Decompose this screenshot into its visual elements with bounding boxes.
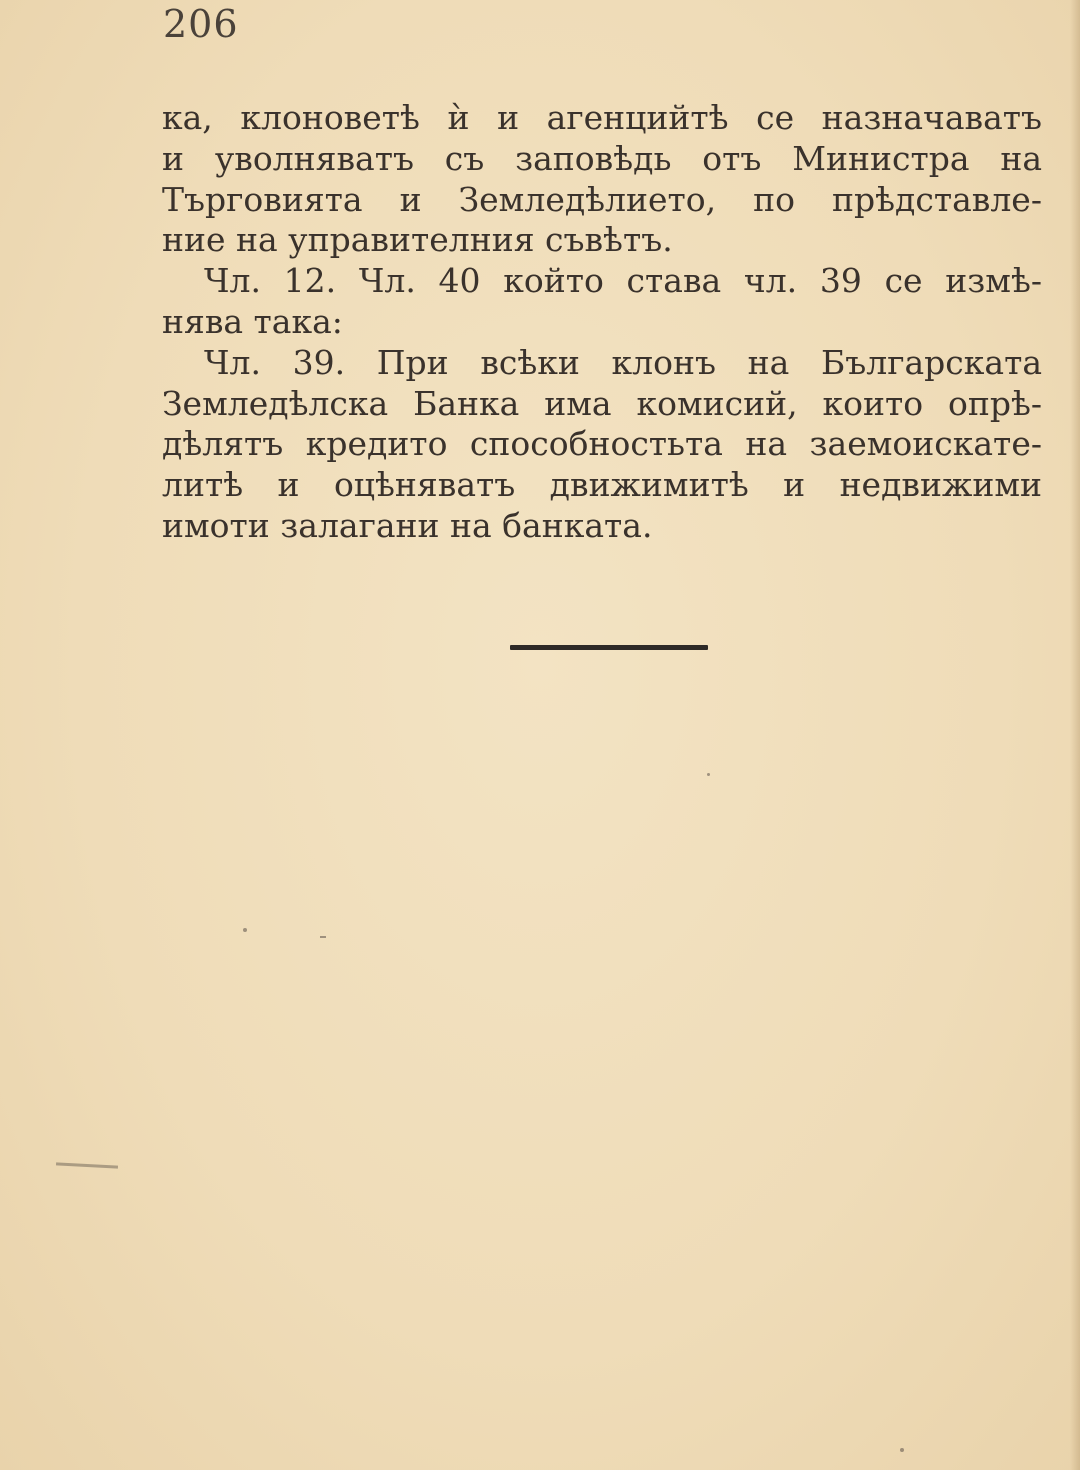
paper-speck xyxy=(320,936,326,938)
text-line: ка, клоноветѣ ѝ и агенцийтѣ се назначаватъ xyxy=(162,98,1042,137)
body-text xyxy=(162,98,1042,547)
page-number: 206 xyxy=(163,2,239,46)
page-edge-shadow xyxy=(1070,0,1080,1470)
text-line: Чл. 12. Чл. 40 който става чл. 39 се измѣ- xyxy=(204,261,1042,301)
text-line: Търговията и Земледѣлието, по прѣдставле- xyxy=(162,179,1042,219)
paper-speck xyxy=(900,1448,904,1452)
text-line: литѣ и оцѣняватъ движимитѣ и недвижими xyxy=(162,465,1042,505)
text-line: имоти залагани на банката. xyxy=(162,505,653,545)
text-line: и уволняватъ съ заповѣдь отъ Министра на xyxy=(162,138,1042,178)
text-line: Земледѣлска Банка има комисий, които опрѣ- xyxy=(162,383,1042,423)
text-line: ние на управителния съвѣтъ. xyxy=(162,220,673,260)
text-line: дѣлятъ кредито способностьта на заемоискате- xyxy=(162,424,1042,464)
text-line: Чл. 39. При всѣки клонъ на Българската xyxy=(204,342,1042,382)
text-line: нява така: xyxy=(162,301,343,341)
section-end-rule xyxy=(510,645,708,650)
paper-speck xyxy=(243,928,247,932)
paper-speck xyxy=(707,773,710,776)
paper-speck xyxy=(56,1162,118,1168)
